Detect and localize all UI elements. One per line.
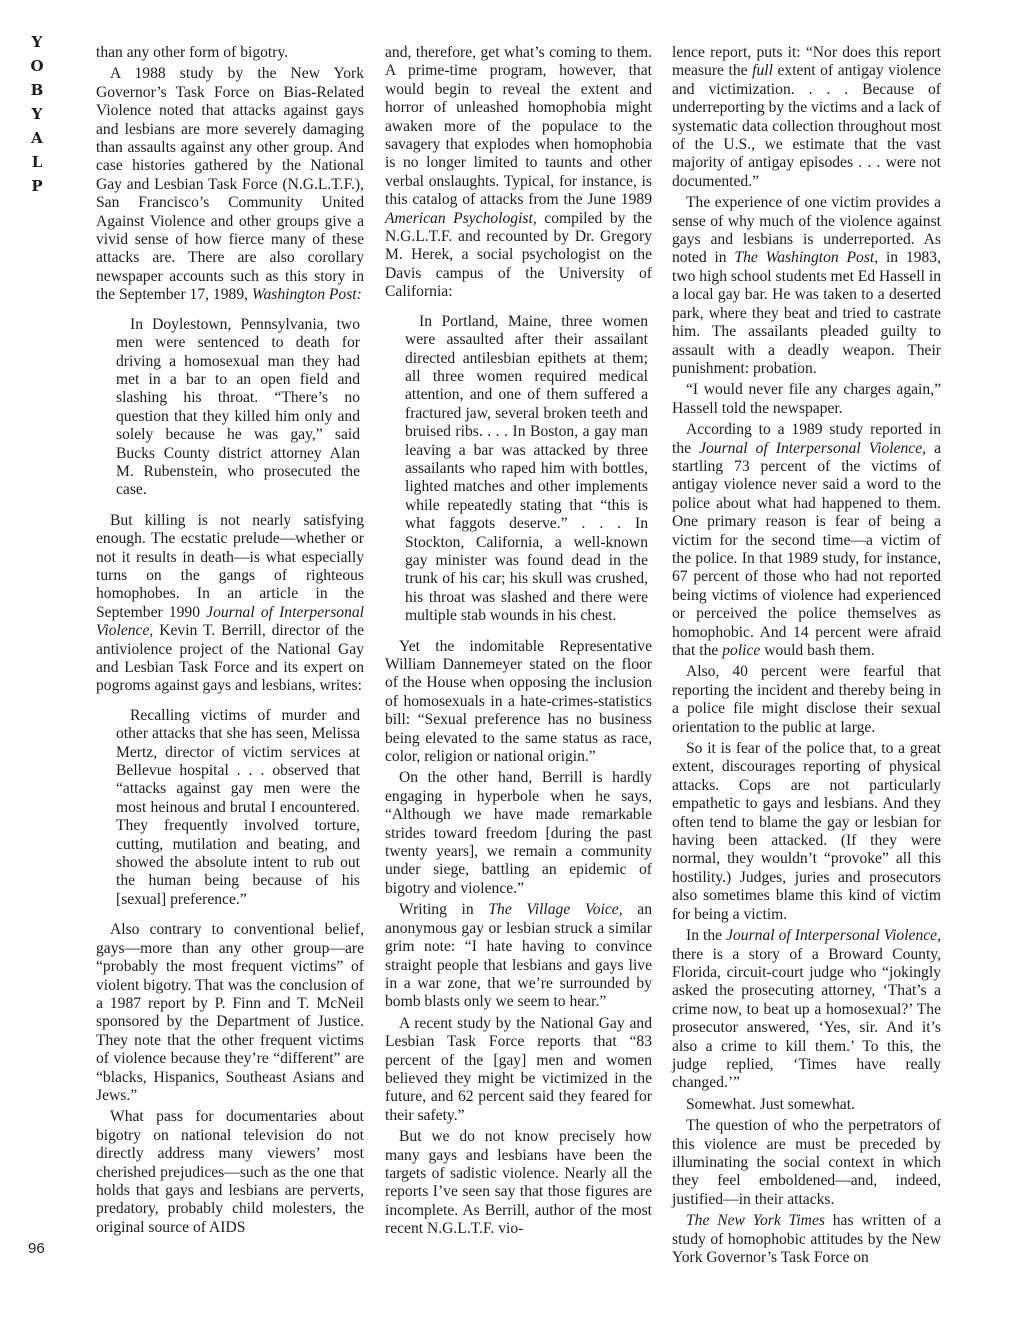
body-paragraph: But killing is not nearly satisfying enough. The ecstatic prelude—whether or not it results in death—is what especially turns on the gangs of righteous homophobes. In an article in the September 1990 Journal of Interpersonal Violence, Kevin T. Berrill, director of the antiviolence project of the National Gay and Lesbian Task Force and its expert on pogroms against gays and lesbians, writes: — [96, 511, 364, 695]
body-paragraph: So it is fear of the police that, to a great extent, discourages reporting of physical attacks. Cops are not particularly empathetic to gays and lesbians. And they often tend to blame the gay or lesbian for having been attacked. (If they were normal, they wouldn’t “provoke” all this hostility.) Judges, juries and prosecutors also sometimes blame this kind of victim for being a victim. — [672, 740, 941, 923]
magazine-running-head — [30, 30, 44, 198]
body-paragraph: lence report, puts it: “Nor does this report measure the full extent of antigay violence and victimization. . . . Because of underreporting by the victims and a lack of systematic data collection throughout most of the U.S., we estimate that the vast majority of antigay episodes . . . were not documented.” — [672, 44, 941, 190]
running-head-letter: A — [31, 129, 43, 147]
body-paragraph: The New York Times has written of a study of homophobic attitudes by the New York Governor’s Task Force on — [672, 1212, 941, 1266]
body-paragraph: Writing in The Village Voice, an anonymous gay or lesbian struck a similar grim note: “I hate having to convince straight people that lesbians and gays live in a war zone, that we’re surrounded by bomb blasts only we seem to hear.” — [385, 901, 652, 1011]
text-column-2 — [385, 44, 652, 1242]
block-quote: Recalling victims of murder and other attacks that she has seen, Melissa Mertz, director of victim services at Bellevue hospital . . . observed that “attacks against gay men were the most heinous and brutal I encountered. They frequently involved torture, cutting, mutilation and beating, and showed the absolute intent to rub out the human being because of his [sexual] preference.” — [116, 706, 360, 908]
text-column-1 — [96, 44, 364, 1240]
running-head-letter: Y — [31, 105, 43, 123]
body-paragraph: Somewhat. Just somewhat. — [686, 1095, 855, 1113]
running-head-letter: O — [30, 57, 44, 75]
body-paragraph: Also contrary to conventional belief, gays—more than any other group—are “probably the most frequent victims” of violent bigotry. That was the conclusion of a 1987 report by P. Finn and T. McNeil sponsored by the Department of Justice. They note that the other frequent victims of violence because they’re “different” are “blacks, Hispanics, Southeast Asians and Jews.” — [96, 921, 364, 1104]
body-paragraph: What pass for documentaries about bigotry on national television do not directly address many viewers’ most cherished prejudices—such as the one that holds that gays and lesbians are perverts, predatory, probably child molesters, the original source of AIDS — [96, 1108, 364, 1236]
running-head-letter: L — [31, 153, 43, 171]
running-head-letter: Y — [31, 33, 43, 51]
page-number: 96 — [28, 1240, 45, 1257]
body-paragraph: “I would never file any charges again,” Hassell told the newspaper. — [672, 381, 941, 417]
running-head-letter: B — [30, 81, 44, 99]
block-quote: In Portland, Maine, three women were assaulted after their assailant directed antilesbian epithets at them; all three women required medical attention, and one of them suffered a fractured jaw, several broken teeth and bruised ribs. . . . In Boston, a gay man leaving a bar was attacked by three assailants who raped him with bottles, lighted matches and other implements while repeatedly stating that “this is what faggots deserve.” . . . In Stockton, California, a well-known gay minister was found dead in the trunk of his car; his skull was crushed, his throat was slashed and there were multiple stab wounds in his chest. — [405, 312, 648, 625]
body-paragraph: The experience of one victim provides a sense of why much of the violence against gays and lesbians is underreported. As noted in The Washington Post, in 1983, two high school students met Ed Hassell in a local gay bar. He was taken to a deserted park, where they beat and tried to castrate him. The assailants pleaded guilty to assault with a deadly weapon. Their punishment: probation. — [672, 194, 942, 377]
block-quote: In Doylestown, Pennsylvania, two men were sentenced to death for driving a homosexual man they had met in a bar to an open field and slashing his throat. “There’s no question that they killed him only and solely because he was gay,” said Bucks County district attorney Alan M. Rubenstein, who prosecuted the case. — [116, 315, 360, 499]
body-paragraph: A 1988 study by the New York Governor’s Task Force on Bias-Related Violence noted that attacks against gays and lesbians are more severely damaging than assaults against any other group. And case histories gathered by the National Gay and Lesbian Task Force (N.G.L.T.F.), San Francisco’s Community United Against Violence and other groups give a vivid sense of how fierce many of these attacks are. There are also corollary newspaper accounts such as this story in the September 17, 1989, Washington Post: — [96, 65, 364, 304]
body-paragraph: Also, 40 percent were fearful that reporting the incident and thereby being in a police file might disclose their sexual orientation to the public at large. — [672, 663, 941, 736]
running-head-letter: P — [31, 177, 43, 195]
body-paragraph: But we do not know precisely how many gays and lesbians have been the targets of sadistic violence. Nearly all the reports I’ve seen say that those figures are incomplete. As Berrill, author of the most recent N.G.L.T.F. vio- — [385, 1128, 652, 1238]
body-paragraph: Yet the indomitable Representative William Dannemeyer stated on the floor of the House when opposing the inclusion of homosexuals in a hate-crimes-statistics bill: “Sexual preference has no business being elevated to the same status as race, color, religion or national origin.” — [385, 637, 652, 766]
body-paragraph: and, therefore, get what’s coming to them. A prime-time program, however, that would begin to reveal the extent and horror of unleashed homophobia might awaken more of the populace to the savagery that explodes when homophobia is no longer limited to taunts and other verbal onslaughts. Typical, for instance, is this catalog of attacks from the June 1989 American Psychologist, compiled by the N.G.L.T.F. and recounted by Dr. Gregory M. Herek, a social psychologist on the Davis campus of the University of California: — [385, 44, 652, 301]
body-paragraph: than any other form of bigotry. — [96, 44, 289, 61]
body-paragraph: In the Journal of Interpersonal Violence, there is a story of a Broward County, Florida, circuit-court judge who “jokingly asked the prosecuting attorney, ‘That’s a crime now, to beat up a homosexual?’ The prosecutor answered, ‘Yes, sir. And it’s also a crime to kill them.’ To this, the judge replied, ‘Times have really changed.’” — [672, 927, 941, 1092]
body-paragraph: According to a 1989 study reported in the Journal of Interpersonal Violence, a startling 73 percent of the victims of antigay violence never said a word to the police about what had happened to them. One primary reason is fear of being a victim for the second time—a victim of the police. In that 1989 study, for instance, 67 percent of those who had not reported being victims of violence had experienced or perceived the police themselves as homophobic. And 14 percent were afraid that the police would bash them. — [672, 421, 941, 659]
text-column-3 — [672, 44, 941, 1270]
body-paragraph: A recent study by the National Gay and Lesbian Task Force reports that “83 percent of the [gay] men and women believed they might be victimized in the future, and 62 percent said they feared for their safety.” — [385, 1014, 652, 1124]
body-paragraph: The question of who the perpetrators of this violence are must be preceded by illuminating the social context in which they feel emboldened—and, indeed, justified—in their attacks. — [672, 1117, 941, 1208]
body-paragraph: On the other hand, Berrill is hardly engaging in hyperbole when he says, “Although we have made remarkable strides toward freedom [during the past twenty years], we remain a community under siege, battling an epidemic of bigotry and violence.” — [385, 769, 652, 897]
